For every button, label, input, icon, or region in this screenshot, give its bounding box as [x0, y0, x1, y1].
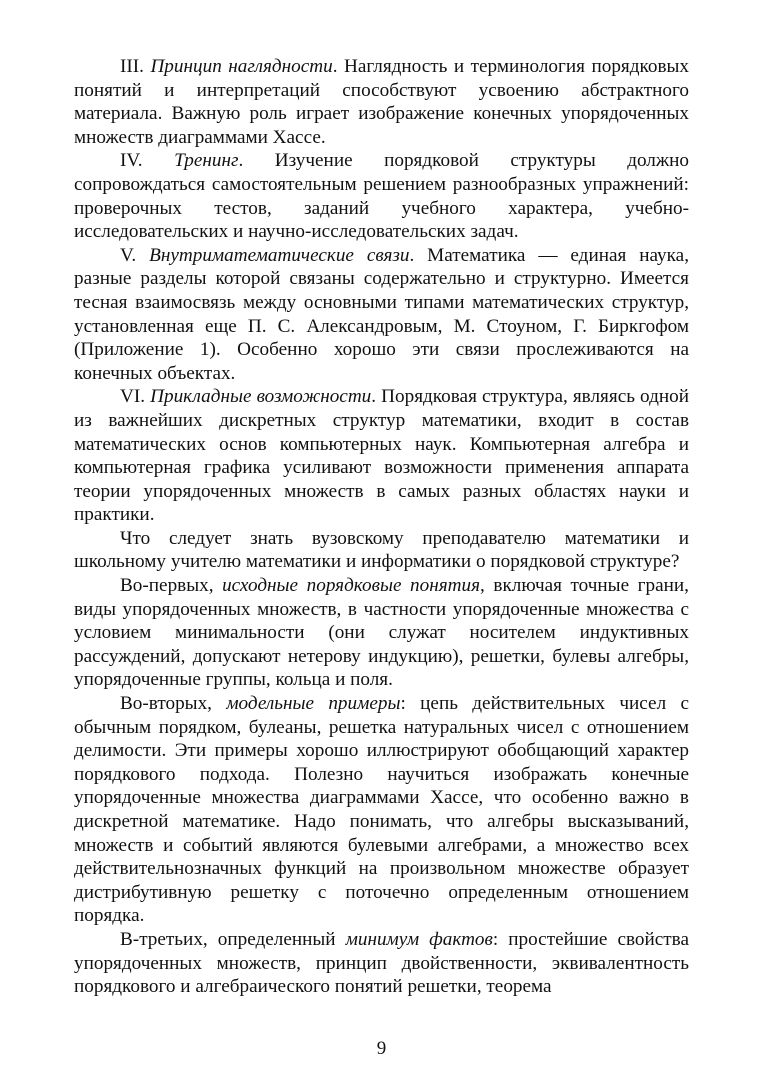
paragraph-emphasis: минимум фактов — [345, 928, 493, 950]
paragraph-principle-visualization — [74, 55, 689, 149]
paragraph-lead: Во-первых, — [120, 575, 223, 597]
paragraph-applied-possibilities — [74, 385, 689, 527]
paragraph-first — [74, 574, 689, 692]
paragraph-question — [74, 527, 689, 574]
page-number: 9 — [376, 1038, 387, 1059]
paragraph-text: , включая точные грани, виды упорядоченных множеств, в частности упорядоченные множества с условием минимальности (они служат носителем индуктивных рассуждений, допускают нетерову индукцию), решетки, булевы алгебры, упорядоченные группы, кольца и поля. — [74, 575, 689, 691]
paragraph-text: . Изучение порядковой структуры должно сопровождаться самостоятельным решением разнообразных упражнений: проверочных тестов, заданий учебного характера, учебно-исследовательских и научно-исследовательских задач. — [74, 150, 689, 243]
page-body — [74, 55, 689, 999]
paragraph-training — [74, 149, 689, 243]
paragraph-text: . Математика — единая наука, разные разделы которой связаны содержательно и структурно. Имеется тесная взаимосвязь между основными типами математических структур, установленная еще П. С. Александровым, М. Стоуном, Г. Биркгофом (Приложение 1). Особенно хорошо эти связи прослеживаются на конечных объектах. — [74, 244, 689, 384]
paragraph-text: : цепь действительных чисел с обычным порядком, булеаны, решетка натуральных чисел с отношением делимости. Эти примеры хорошо иллюстрируют обобщающий характер порядкового подхода. Полезно научиться изображать конечные упорядоченные множества диаграммами Хассе, что особенно важно в дискретной математике. Надо понимать, что алгебры высказываний, множеств и событий являются булевыми алгебрами, а множество всех действительнозначных функций на произвольном множестве образует дистрибутивную решетку с поточечно определенным отношением порядка. — [74, 693, 690, 927]
paragraph-text: . Наглядность и терминология порядковых понятий и интерпретаций способствуют усвоению абстрактного материала. Важную роль играет изображение конечных упорядоченных множеств диаграммами Хассе. — [74, 56, 690, 148]
paragraph-second — [74, 692, 689, 928]
paragraph-lead: Что следует знать вузовскому преподавателю математики и школьному учителю математики и информатики о порядковой структуре? — [74, 527, 689, 573]
paragraph-lead: VI. — [120, 386, 151, 408]
paragraph-emphasis: модельные примеры — [226, 693, 401, 715]
paragraph-third — [74, 928, 689, 999]
paragraph-lead: Во-вторых, — [120, 693, 227, 715]
paragraph-emphasis: Принцип наглядности — [150, 56, 333, 77]
paragraph-text: : простейшие свойства упорядоченных множеств, принцип двойственности, эквивалентность порядкового и алгебраического понятий решетки, теорема — [74, 928, 690, 998]
paragraph-lead: В-третьих, определенный — [120, 928, 346, 950]
paragraph-emphasis: Прикладные возможности — [150, 386, 372, 408]
paragraph-intramathematical-links — [74, 244, 689, 386]
paragraph-lead: IV. — [120, 150, 175, 172]
paragraph-lead: V. — [120, 244, 150, 266]
paragraph-emphasis: Внутриматематические связи — [149, 244, 410, 266]
paragraph-emphasis: исходные порядковые понятия — [222, 575, 481, 597]
paragraph-lead: III. — [120, 56, 151, 77]
paragraph-emphasis: Тренинг — [174, 150, 239, 172]
paragraph-text: . Порядковая структура, являясь одной из важнейших дискретных структур математики, входит в состав математических основ компьютерных наук. Компьютерная алгебра и компьютерная графика усиливают возможности применения аппарата теории упорядоченных множеств в самых разных областях науки и практики. — [74, 386, 689, 526]
